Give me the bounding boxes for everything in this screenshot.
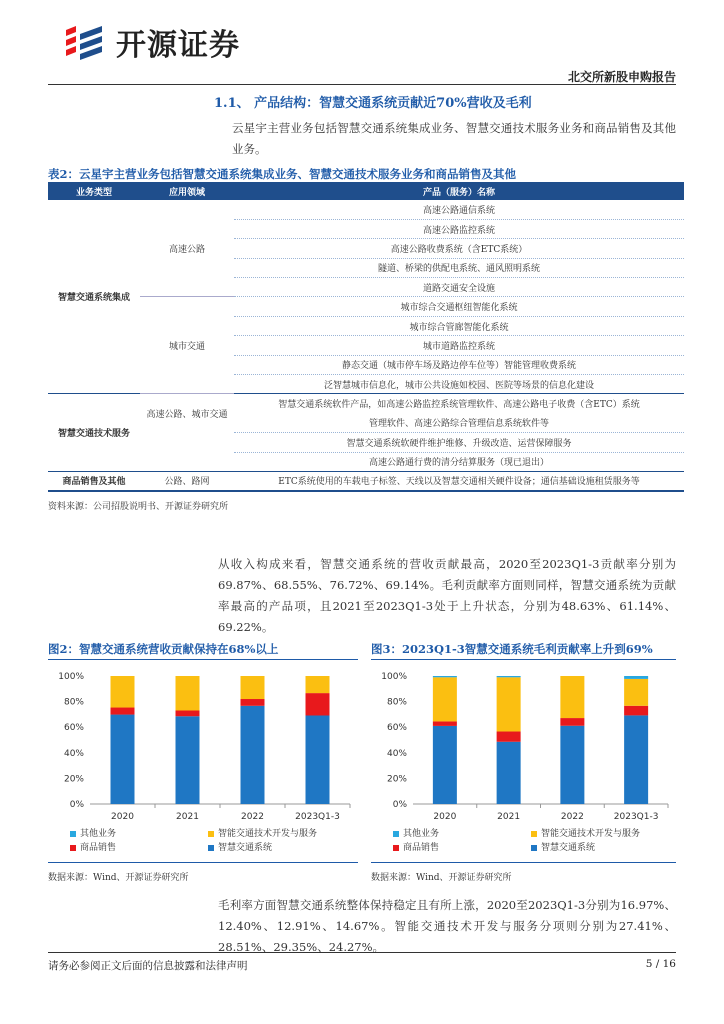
table-row: 道路交通安全设施 xyxy=(234,278,684,297)
x-tick-label: 2022 xyxy=(560,812,584,822)
page-number: 5 / 16 xyxy=(645,958,676,970)
bar-segment xyxy=(560,718,584,726)
x-tick-label: 2022 xyxy=(241,812,264,822)
brand-logo-icon xyxy=(62,22,110,62)
category-cell: 智慧交通系统集成 xyxy=(48,200,140,394)
intro-paragraph: 云星宇主营业务包括智慧交通系统集成业务、智慧交通技术服务业务和商品销售及其他业务。 xyxy=(232,121,676,156)
y-tick-label: 0% xyxy=(392,800,407,810)
y-tick-label: 100% xyxy=(58,672,84,682)
bar-segment xyxy=(624,706,648,716)
fig2-bottom-rule xyxy=(48,862,358,863)
y-tick-label: 40% xyxy=(386,748,407,759)
margin-paragraph: 毛利率方面智慧交通系统整体保持稳定且有所上涨，2020至2023Q1-3分别为16.97%、12.40%、12.91%、14.67%。智能交通技术开发与服务分项则分别为27.41%、28.51%、29.35%、24.27%。 xyxy=(218,898,676,954)
bar-segment xyxy=(497,732,521,742)
y-tick-label: 60% xyxy=(63,723,84,734)
bar-segment xyxy=(241,676,265,699)
bar-segment xyxy=(241,699,265,706)
bar-segment xyxy=(176,716,200,804)
legend-swatch xyxy=(393,845,399,851)
brand-name: 开源证券 xyxy=(116,28,240,63)
legend-item xyxy=(393,826,439,839)
bar-segment xyxy=(111,708,135,715)
x-tick-label: 2020 xyxy=(111,812,134,822)
legend-swatch xyxy=(208,845,214,851)
table-row: 泛智慧城市信息化，城市公共设施如校园、医院等场景的信息化建设 xyxy=(234,375,684,394)
bar-segment xyxy=(433,676,457,677)
table-row: 智慧交通系统软件产品，如高速公路监控系统管理软件、高速公路电子收费（含ETC）系统 xyxy=(278,400,640,411)
legend-swatch xyxy=(531,845,537,851)
table-row: 隧道、桥梁的供配电系统、通风照明系统 xyxy=(234,258,684,277)
legend-item xyxy=(208,826,317,839)
bar-segment xyxy=(306,716,330,804)
legend-item xyxy=(208,840,272,853)
legend-label: 商品销售 xyxy=(403,843,440,853)
revenue-paragraph: 从收入构成来看，智慧交通系统的营收贡献最高，2020至2023Q1-3贡献率分别为69.87%、68.55%、76.72%、69.14%。毛利贡献率方面则同样，智慧交通系统为贡献率最高的产品项，且2021至2023Q1-3处于上升状态，分别为48.63%、61.14%、69.22%。 xyxy=(218,557,676,634)
fig3-chart xyxy=(371,664,676,824)
footer-divider xyxy=(48,952,676,953)
fig2-source: 数据来源：Wind、开源证券研究所 xyxy=(48,873,189,883)
legend-item xyxy=(70,826,116,839)
y-tick-label: 20% xyxy=(386,774,407,785)
fig3-bottom-rule xyxy=(371,862,676,863)
header-divider xyxy=(48,84,676,85)
x-tick-label: 2021 xyxy=(176,812,199,822)
bar-segment xyxy=(560,676,584,718)
category-cell: 商品销售及其他 xyxy=(48,471,140,490)
table-row: 高速公路收费系统（含ETC系统） xyxy=(234,239,684,258)
application-cell: 高速公路、城市交通 xyxy=(146,410,228,421)
bar-segment xyxy=(111,676,135,708)
legend-label: 智能交通技术开发与服务 xyxy=(218,829,318,839)
bar-segment xyxy=(497,676,521,677)
fig3-source: 数据来源：Wind、开源证券研究所 xyxy=(371,873,512,883)
table-row: 城市综合交通枢纽智能化系统 xyxy=(234,297,684,316)
y-tick-label: 0% xyxy=(69,800,84,810)
y-tick-label: 60% xyxy=(386,723,407,734)
y-tick-label: 100% xyxy=(381,672,407,682)
brand-logo xyxy=(62,20,240,64)
bar-segment xyxy=(624,676,648,679)
legend-label: 智能交通技术开发与服务 xyxy=(541,829,641,839)
table-row: 静态交通（城市停车场及路边停车位等）智能管理收费系统 xyxy=(234,355,684,374)
table-header-product: 产品（服务）名称 xyxy=(234,182,684,200)
table-row: 管理软件、高速公路综合管理信息系统软件等 xyxy=(234,413,684,432)
fig2-chart xyxy=(48,664,358,824)
legend-item xyxy=(393,840,439,853)
legend-item xyxy=(531,840,595,853)
bar-segment xyxy=(306,693,330,715)
y-tick-label: 20% xyxy=(63,774,84,785)
legend-label: 智慧交通系统 xyxy=(218,843,273,853)
fig3-title: 图3：2023Q1-3智慧交通系统毛利贡献率上升到69% xyxy=(371,642,653,656)
table-header-type: 业务类型 xyxy=(48,182,140,200)
bar-segment xyxy=(306,676,330,693)
bar-segment xyxy=(433,677,457,721)
legend-swatch xyxy=(70,845,76,851)
table-title: 表2：云星宇主营业务包括智慧交通系统集成业务、智慧交通技术服务业务和商品销售及其他 xyxy=(48,167,516,181)
fig2-legend xyxy=(70,826,360,856)
table-row: ETC系统使用的车载电子标签、天线以及智慧交通相关硬件设备；通信基础设施租赁服务等 xyxy=(234,471,684,490)
bar-segment xyxy=(624,679,648,706)
fig3-rule xyxy=(371,659,676,660)
legend-swatch xyxy=(70,831,76,837)
table-header-field: 应用领域 xyxy=(140,182,234,200)
legend-label: 其他业务 xyxy=(80,829,117,839)
table-source: 资料来源：公司招股说明书、开源证券研究所 xyxy=(48,502,229,512)
bar-segment xyxy=(497,742,521,804)
category-cell: 智慧交通技术服务 xyxy=(48,394,140,472)
bar-segment xyxy=(433,726,457,804)
legend-swatch xyxy=(393,831,399,837)
bar-segment xyxy=(624,715,648,804)
legend-item xyxy=(70,840,116,853)
footer-disclaimer: 请务必参阅正文后面的信息披露和法律声明 xyxy=(48,960,248,972)
legend-label: 智慧交通系统 xyxy=(541,843,596,853)
x-tick-label: 2023Q1-3 xyxy=(295,812,340,822)
report-type: 北交所新股申购报告 xyxy=(567,70,676,84)
legend-label: 商品销售 xyxy=(80,843,117,853)
bar-segment xyxy=(176,676,200,710)
bar-segment xyxy=(176,710,200,716)
application-cell: 城市交通 xyxy=(140,297,234,394)
application-cell: 公路、路网 xyxy=(140,471,234,490)
table-row: 高速公路监控系统 xyxy=(234,219,684,238)
application-cell: 高速公路 xyxy=(140,200,234,297)
bar-segment xyxy=(497,677,521,731)
x-tick-label: 2020 xyxy=(433,812,457,822)
table-row: 城市综合管廊智能化系统 xyxy=(234,316,684,335)
fig2-rule xyxy=(48,659,358,660)
fig3-legend xyxy=(393,826,676,856)
bar-segment xyxy=(560,726,584,804)
table-row: 城市道路监控系统 xyxy=(234,336,684,355)
bar-segment xyxy=(433,721,457,725)
y-tick-label: 80% xyxy=(386,697,407,708)
business-table xyxy=(48,182,684,492)
section-title: 1.1、 产品结构：智慧交通系统贡献近70%营收及毛利 xyxy=(214,96,532,111)
legend-swatch xyxy=(208,831,214,837)
x-tick-label: 2021 xyxy=(497,812,521,822)
bar-segment xyxy=(241,706,265,804)
legend-item xyxy=(531,826,640,839)
y-tick-label: 40% xyxy=(63,748,84,759)
fig2-title: 图2：智慧交通系统营收贡献保持在68%以上 xyxy=(48,642,279,656)
x-tick-label: 2023Q1-3 xyxy=(613,812,659,822)
y-tick-label: 80% xyxy=(63,697,84,708)
legend-label: 其他业务 xyxy=(403,829,440,839)
table-row: 高速公路通信系统 xyxy=(234,200,684,219)
bar-segment xyxy=(111,715,135,804)
legend-swatch xyxy=(531,831,537,837)
table-row: 高速公路通行费的清分结算服务（现已退出） xyxy=(234,452,684,471)
table-row: 智慧交通系统软硬件维护维修、升级改造、运营保障服务 xyxy=(234,433,684,452)
